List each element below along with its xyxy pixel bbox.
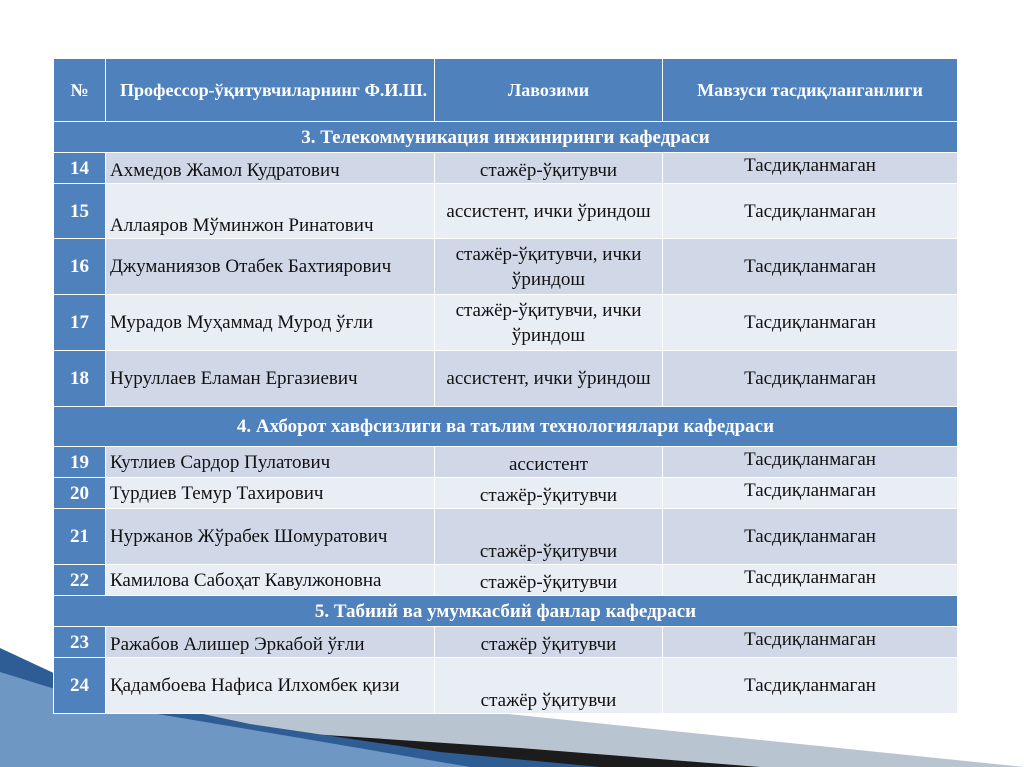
table-row	[54, 447, 958, 478]
row-position: стажёр ўқитувчи	[435, 627, 663, 658]
row-num: 22	[54, 565, 106, 596]
section-title: 4. Ахборот хавфсизлиги ва таълим технологиялари кафедраси	[54, 407, 958, 447]
row-position: стажёр ўқитувчи	[435, 658, 663, 714]
row-name: Қадамбоева Нафиса Илхомбек қизи	[106, 658, 435, 714]
table-row	[54, 565, 958, 596]
row-status: Тасдиқланмаган	[663, 184, 958, 239]
row-name: Джуманиязов Отабек Бахтиярович	[106, 239, 435, 295]
row-status: Тасдиқланмаган	[663, 509, 958, 565]
section-row	[54, 122, 958, 153]
table-row	[54, 184, 958, 239]
row-name: Аллаяров Мўминжон Ринатович	[106, 184, 435, 239]
section-row	[54, 407, 958, 447]
header-topic-status: Мавзуси тасдиқланганлиги	[663, 59, 958, 122]
table-row	[54, 509, 958, 565]
section-title: 3. Телекоммуникация инжиниринги кафедраси	[54, 122, 958, 153]
row-num: 15	[54, 184, 106, 239]
row-status: Тасдиқланмаган	[663, 565, 958, 596]
row-position: стажёр-ўқитувчи	[435, 509, 663, 565]
table-row	[54, 239, 958, 295]
row-num: 17	[54, 295, 106, 351]
row-name: Нуржанов Жўрабек Шомуратович	[106, 509, 435, 565]
table-row	[54, 153, 958, 184]
row-num: 19	[54, 447, 106, 478]
staff-table	[53, 58, 958, 714]
table-row	[54, 627, 958, 658]
row-name: Кутлиев Сардор Пулатович	[106, 447, 435, 478]
row-status: Тасдиқланмаган	[663, 295, 958, 351]
row-position: стажёр-ўқитувчи	[435, 565, 663, 596]
row-position: стажёр-ўқитувчи, ички ўриндош	[435, 295, 663, 351]
header-num: №	[54, 59, 106, 122]
table-row	[54, 658, 958, 714]
row-position: ассистент, ички ўриндош	[435, 184, 663, 239]
row-name: Ражабов Алишер Эркабой ўғли	[106, 627, 435, 658]
section-title: 5. Табиий ва умумкасбий фанлар кафедраси	[54, 596, 958, 627]
section-row	[54, 596, 958, 627]
row-status: Тасдиқланмаган	[663, 239, 958, 295]
row-position: ассистент	[435, 447, 663, 478]
row-status: Тасдиқланмаган	[663, 351, 958, 407]
row-status: Тасдиқланмаган	[663, 658, 958, 714]
row-num: 16	[54, 239, 106, 295]
row-name: Нуруллаев Еламан Ергазиевич	[106, 351, 435, 407]
row-num: 14	[54, 153, 106, 184]
row-num: 23	[54, 627, 106, 658]
row-status: Тасдиқланмаган	[663, 153, 958, 184]
row-position: ассистент, ички ўриндош	[435, 351, 663, 407]
table-row	[54, 351, 958, 407]
row-name: Мурадов Муҳаммад Мурод ўғли	[106, 295, 435, 351]
row-name: Ахмедов Жамол Кудратович	[106, 153, 435, 184]
row-status: Тасдиқланмаган	[663, 478, 958, 509]
row-status: Тасдиқланмаган	[663, 627, 958, 658]
row-position: стажёр-ўқитувчи, ички ўриндош	[435, 239, 663, 295]
row-num: 20	[54, 478, 106, 509]
row-name: Турдиев Темур Тахирович	[106, 478, 435, 509]
table-row	[54, 478, 958, 509]
table-header-row	[54, 59, 958, 122]
header-position: Лавозими	[435, 59, 663, 122]
header-name: Профессор-ўқитувчиларнинг Ф.И.Ш.	[106, 59, 435, 122]
row-num: 24	[54, 658, 106, 714]
row-status: Тасдиқланмаган	[663, 447, 958, 478]
row-position: стажёр-ўқитувчи	[435, 478, 663, 509]
row-num: 18	[54, 351, 106, 407]
table-row	[54, 295, 958, 351]
row-position: стажёр-ўқитувчи	[435, 153, 663, 184]
row-name: Камилова Сабоҳат Кавулжоновна	[106, 565, 435, 596]
row-num: 21	[54, 509, 106, 565]
